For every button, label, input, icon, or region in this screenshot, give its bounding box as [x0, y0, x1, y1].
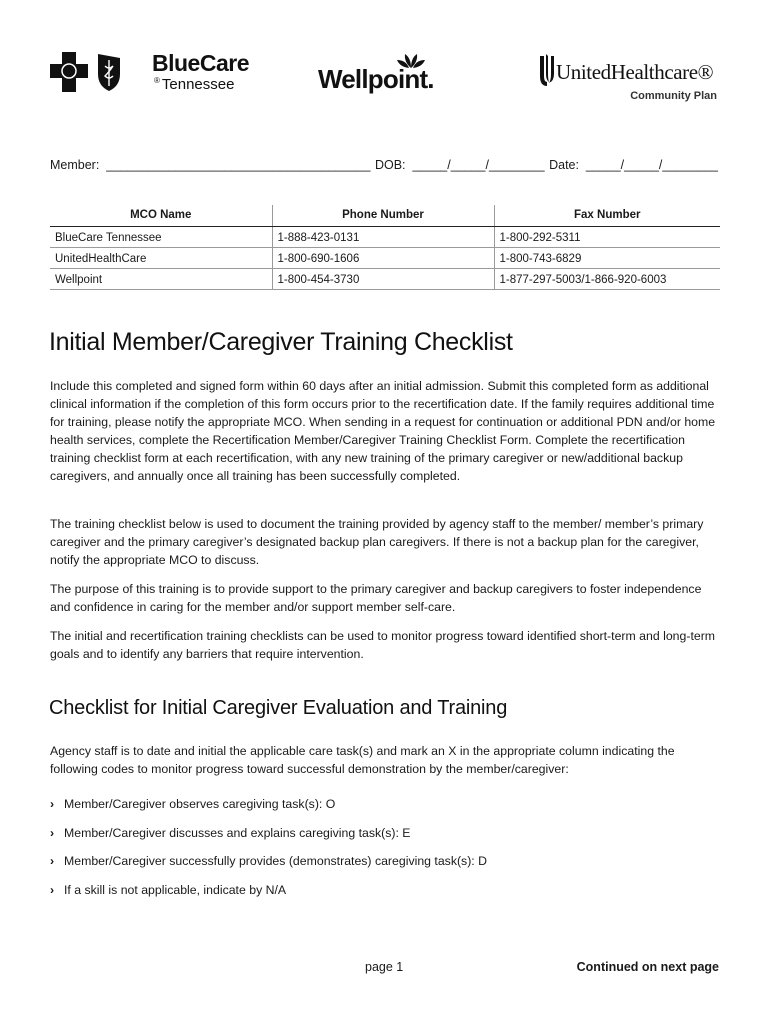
member-field[interactable]: Member: ______________________________________	[50, 158, 371, 172]
column-header-mco-name: MCO Name	[50, 205, 272, 227]
table-row	[50, 269, 720, 290]
unitedhealthcare-logo	[538, 52, 723, 106]
blue-cross-blue-shield-icon	[50, 52, 142, 92]
section-intro: Agency staff is to date and initial the applicable care task(s) and mark an X in the appropriate column indicating the following codes to monitor progress toward successful demonstration by the member/caregiver:	[50, 744, 675, 776]
intro-paragraph-3: The purpose of this training is to provide support to the primary caregiver and backup caregivers to foster independence and confidence in caring for the member and/or support member self-care.	[50, 582, 702, 614]
list-item	[50, 854, 487, 883]
column-header-fax: Fax Number	[494, 205, 720, 227]
continued-note: Continued on next page	[576, 960, 719, 974]
table-header-row	[50, 205, 720, 227]
table-row	[50, 248, 720, 269]
mco-contact-table	[50, 205, 720, 290]
phone-cell: 1-800-454-3730	[272, 269, 494, 290]
fax-cell: 1-800-743-6829	[494, 248, 720, 269]
bluecare-wordmark: BlueCare	[152, 50, 249, 76]
list-item	[50, 883, 487, 912]
page-title: Initial Member/Caregiver Training Checklist	[49, 328, 513, 356]
intro-paragraph-1: Include this completed and signed form within 60 days after an initial admission. Submit this completed form as additional clinical information if the completion of this form occurs prior to the recertification date. If the family requires additional time for training, please notify the appropriate MCO. When sending in a request for continuation or additional PDN and/or home health services, complete the Recertification Member/Caregiver Training Checklist Form. Complete the recertification training checklist form at each recertification, with any new training of the primary caregiver or new/additional backup caregivers, and annually once all training has been successfully completed.	[50, 379, 716, 483]
fax-cell: 1-877-297-5003/1-866-920-6003	[494, 269, 720, 290]
member-info-line	[50, 158, 718, 172]
code-text: Member/Caregiver discusses and explains caregiving task(s): E	[64, 825, 411, 840]
list-item	[50, 797, 487, 826]
bluecare-logo	[50, 48, 250, 96]
uhc-plan-label: Community Plan	[630, 90, 717, 102]
uhc-u-icon	[538, 54, 556, 88]
intro-paragraph-2: The training checklist below is used to document the training provided by agency staff to the member/ member’s primary caregiver and the primary caregiver’s designated backup plan caregivers. If there is not a backup plan for the caregiver, notify the appropriate MCO to discuss.	[50, 517, 704, 567]
page-number: page 1	[365, 960, 404, 974]
code-text: Member/Caregiver observes caregiving task(s): O	[64, 797, 336, 811]
section-title: Checklist for Initial Caregiver Evaluation and Training	[49, 697, 508, 719]
column-header-phone: Phone Number	[272, 205, 494, 227]
mco-name-cell: BlueCare Tennessee	[50, 227, 272, 248]
date-field[interactable]: Date: _____/_____/________	[549, 158, 718, 172]
chevron-right-icon: ›	[50, 882, 55, 897]
code-list	[50, 797, 487, 911]
wellpoint-wordmark: Wellpoint.	[318, 64, 434, 94]
wellpoint-logo	[318, 50, 458, 98]
code-text: If a skill is not applicable, indicate by N/A	[64, 882, 287, 897]
fax-cell: 1-800-292-5311	[494, 227, 720, 248]
code-text: Member/Caregiver successfully provides (demonstrates) caregiving task(s): D	[64, 854, 488, 868]
chevron-right-icon: ›	[50, 825, 55, 840]
bluecare-subtitle: ® Tennessee	[154, 76, 235, 93]
phone-cell: 1-888-423-0131	[272, 227, 494, 248]
list-item	[50, 826, 487, 855]
table-row	[50, 227, 720, 248]
phone-cell: 1-800-690-1606	[272, 248, 494, 269]
uhc-wordmark: UnitedHealthcare®	[556, 60, 714, 84]
intro-paragraph-4: The initial and recertification training checklists can be used to monitor progress toward identified short-term and long-term goals and to identify any barriers that require intervention.	[50, 629, 716, 661]
mco-name-cell: UnitedHealthCare	[50, 248, 272, 269]
mco-name-cell: Wellpoint	[50, 269, 272, 290]
chevron-right-icon: ›	[50, 854, 55, 868]
dob-field[interactable]: DOB: _____/_____/________	[374, 158, 545, 172]
chevron-right-icon: ›	[50, 797, 55, 811]
